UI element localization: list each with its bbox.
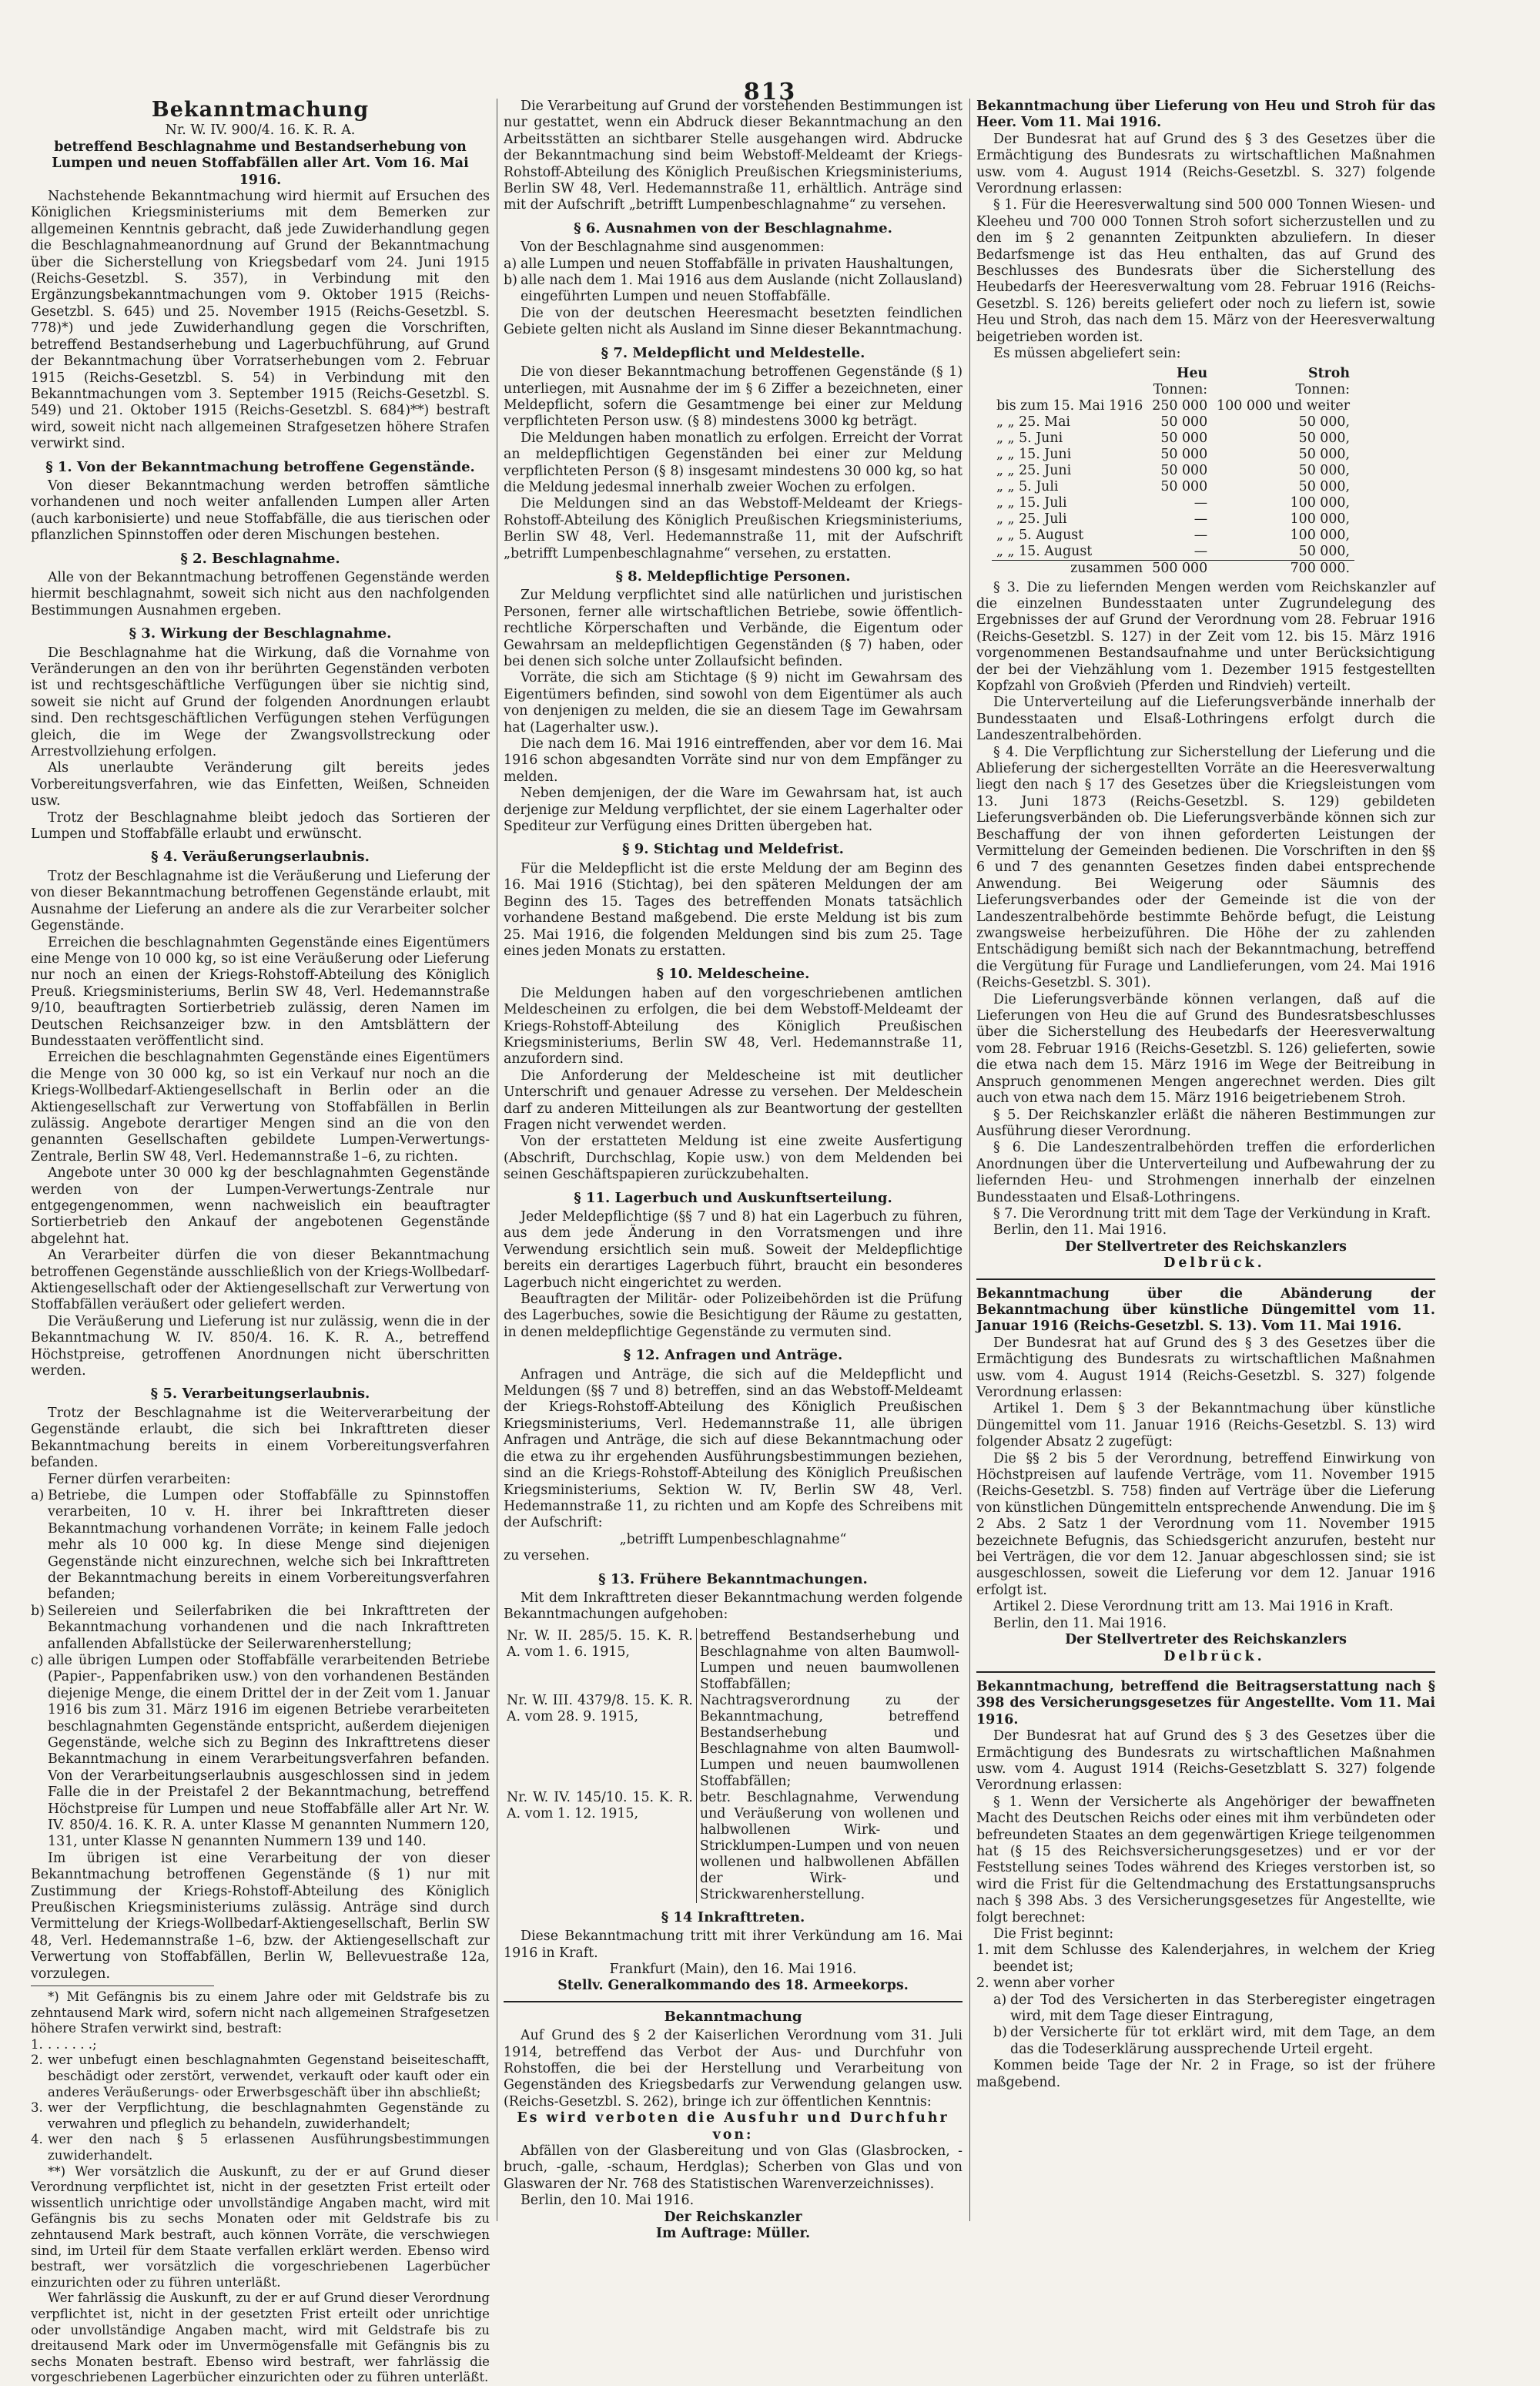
- table-row: [992, 511, 1354, 528]
- table-cell: 250 000: [1152, 397, 1208, 414]
- table-cell: 50 000,: [1298, 478, 1351, 494]
- enumeration: [31, 2037, 490, 2164]
- footnotes: [31, 1989, 490, 2386]
- section-text: Der Bundesrat hat auf Grund des § 3 des Gesetzes über die Ermächtigung des Bundesrats zu wirtschaftlichen Maßnahmen usw. vom 4. August 1914 (Reichs-Gesetzbl. S. 327) folgende Verordnung erlassen:: [976, 131, 1435, 197]
- table-cell: „ „ 5. Juni: [996, 430, 1063, 446]
- section-heading: § 7. Meldepflicht und Meldestelle.: [601, 344, 865, 361]
- table-row: [504, 1790, 962, 1903]
- list-item: 4. wer den nach § 5 erlassenen Ausführungsbestimmungen zuwiderhandelt.: [31, 2132, 490, 2163]
- section-text: Erreichen die beschlagnahmten Gegenstände eines Eigentümers die Menge von 30 000 kg, so ist ein Verkauf nur noch an die Kriegs-Wollbedarf-Aktiengesellschaft in Berlin oder an die Aktiengesellschaft zur Verwertung von Stoffabfällen in Berlin zulässig. Angebote derartiger Mengen sind an die von den genannten Gesellschaften gebildete Lumpen-Verwertungs-Zentrale, Berlin SW 48, Verl. Hedemannstraße 1–6, zu richten.: [31, 1050, 490, 1165]
- section-text: Die Frist beginnt:: [993, 1926, 1114, 1942]
- table-cell: 50 000,: [1298, 462, 1351, 478]
- section-text: Trotz der Beschlagnahme ist die Veräußerung und Lieferung der von dieser Bekanntmachung betroffenen Gegenstände erlaubt, mit Ausnahme der Lieferung an andere als die zur Verarbeiter solcher Gegenstände.: [31, 868, 490, 934]
- table-cell: 100 000 und weiter: [1217, 397, 1351, 414]
- notice-intro: Nachstehende Bekanntmachung wird hiermit auf Ersuchen des Königlichen Kriegsministeriums mit dem Bemerken zur allgemeinen Kenntnis gebracht, daß jede Zuwiderhandlung gegen die Beschlagnahmeanordnung auf Grund der Bekanntmachung über die Sicherstellung von Kriegsbedarf vom 24. Juni 1915 (Reichs-Gesetzbl. S. 357), in Verbindung mit den Ergänzungsbekanntmachungen vom 9. Oktober 1915 (Reichs-Gesetzbl. S. 645) und 25. November 1915 (Reichs-Gesetzbl. S. 778)*) und jede Zuwiderhandlung gegen die Vorschriften, betreffend Bestandserhebung und Lagerbuchführung, auf Grund der Bekanntmachung über Vorratserhebungen vom 2. Februar 1915 (Reichs-Gesetzbl. S. 54) in Verbindung mit den Bekanntmachungen vom 3. September 1915 (Reichs-Gesetzbl. S. 549) und 21. Oktober 1915 (Reichs-Gesetzbl. S. 684)**) bestraft wird, soweit nicht nach allgemeinen Strafgesetzen höhere Strafen verwirkt sind.: [31, 189, 490, 452]
- table-row: [504, 1628, 962, 1693]
- section-text: Der Bundesrat hat auf Grund des § 3 des Gesetzes über die Ermächtigung des Bundesrats zu wirtschaftlichen Maßnahmen usw. vom 4. August 1914 (Reichs-Gesetzbl. S. 327) folgende Verordnung erlassen:: [976, 1335, 1435, 1400]
- section-text: Mit dem Inkrafttreten dieser Bekanntmachung werden folgende Bekanntmachungen aufgehoben:: [504, 1590, 962, 1623]
- repealed-notices-table: [504, 1628, 962, 1903]
- list-item: b) alle nach dem 1. Mai 1916 aus dem Auslande (nicht Zollausland) eingeführten Lumpen und neuen Stoffabfälle.: [504, 273, 962, 305]
- table-cell: 50 000,: [1298, 430, 1351, 446]
- table-cell: 50 000,: [1298, 414, 1351, 430]
- section-heading: § 6. Ausnahmen von der Beschlagnahme.: [574, 219, 892, 236]
- section-text: Beauftragten der Militär- oder Polizeibehörden ist die Prüfung des Lagerbuches, sowie die Besichtigung der Räume zu gestatten, in denen meldepflichtige Gegenstände zu vermuten sind.: [504, 1292, 962, 1340]
- table-cell: 50 000: [1160, 462, 1208, 478]
- section-text: Zur Meldung verpflichtet sind alle natürlichen und juristischen Personen, ferner alle wirtschaftlichen Betriebe, sowie öffentlich-rechtliche Körperschaften und Verbände, die Eigentum oder Gewahrsam an meldepflichtigen Gegenständen (§ 7) haben, oder bei denen sich solche unter Zollaufsicht befinden.: [504, 588, 962, 669]
- column-middle: [504, 99, 962, 2242]
- section-text: Von der erstatteten Meldung ist eine zweite Ausfertigung (Abschrift, Durchschlag, Kopie usw.) von dem Meldenden bei seinen Geschäftspapieren zurückzubehalten.: [504, 1134, 962, 1183]
- signature: Der Stellvertreter des Reichskanzlers: [1065, 1238, 1347, 1255]
- section-text: Es wird verboten die Ausfuhr und Durchfuhr von:: [517, 2110, 949, 2143]
- section-text: Abfällen von der Glasbereitung und von Glas (Glasbrocken, -bruch, -galle, -schaum, Herdglas); Scherben von Glas und von Glaswaren der Nr. 768 des Statistischen Warenverzeichnisses).: [504, 2143, 962, 2192]
- section-heading: § 2. Beschlagnahme.: [180, 550, 340, 567]
- column-divider: [969, 99, 970, 2221]
- table-row: [992, 463, 1354, 479]
- list-item: a) Betriebe, die Lumpen oder Stoffabfälle zu Spinnstoffen verarbeiten, 10 v. H. ihrer bei Inkrafttreten dieser Bekanntmachung vorhandenen Vorräte; in keinem Falle jedoch mehr als 10 000 kg. In diese Menge sind diejenigen Gegenstände nicht einzurechnen, welche sich bei Inkrafttreten der Bekanntmachung bereits in einem Vorbereitungsverfahren befanden;: [31, 1487, 490, 1603]
- section-heading: § 4. Veräußerungserlaubnis.: [151, 849, 370, 866]
- section-text: § 1. Wenn der Versicherte als Angehöriger der bewaffneten Macht des Deutschen Reichs oder eines mit ihm verbündeten oder befreundeten Staates an dem gegenwärtigen Kriege teilgenommen hat (§ 15 des Reichsversicherungsgesetzes) und er vor der Feststellung seines Todes während des Krieges verstorben ist, so wird die Frist für die Geltendmachung des Erstattungsanspruchs nach § 398 Abs. 3 des Versicherungsgesetzes für Angestellte, wie folgt berechnet:: [976, 1794, 1435, 1925]
- list-item: a) alle Lumpen und neuen Stoffabfälle in privaten Haushaltungen,: [504, 256, 954, 272]
- section-text: Die von der deutschen Heeresmacht besetzten feindlichen Gebiete gelten nicht als Ausland im Sinne dieser Bekanntmachung.: [504, 305, 962, 338]
- sub-enumeration: [976, 1992, 1435, 2059]
- section-text: § 6. Die Landeszentralbehörden treffen die erforderlichen Anordnungen über die Unterverteilung und Aufbewahrung der zu liefernden Heu- und Strohmengen innerhalb der einzelnen Bundesstaaten und Elsaß-Lothringens.: [976, 1140, 1435, 1205]
- notice-subtitle: betreffend Beschlagnahme und Bestandserhebung von Lumpen und neuen Stoffabfällen aller Art. Vom 16. Mai 1916.: [52, 139, 469, 188]
- section-text: Die Meldungen haben auf den vorgeschriebenen amtlichen Meldescheinen zu erfolgen, die bei dem Webstoff-Meldeamt der Kriegs-Rohstoff-Abteilung des Königlich Preußischen Kriegsministeriums, Berlin SW 48, Verl. Hedemannstraße 11, anzufordern sind.: [504, 985, 962, 1067]
- table-cell: „ „ 5. August: [996, 527, 1084, 543]
- section-heading: § 14 Inkrafttreten.: [661, 1908, 805, 1925]
- section-text: Die Meldungen sind an das Webstoff-Meldeamt der Kriegs-Rohstoff-Abteilung des Königlich Preußischen Kriegsministeriums, Berlin SW 48, Verl. Hedemannstraße 11, mit der Aufschrift „betrifft Lumpenbeschlagnahme“ versehen, zu erstatten.: [504, 496, 962, 561]
- section-text: Ferner dürfen verarbeiten:: [48, 1471, 231, 1487]
- notice-separator: [976, 1671, 1435, 1673]
- table-cell: „ „ 5. Juli: [996, 478, 1059, 494]
- enumeration: [504, 256, 962, 306]
- section-text: Die §§ 2 bis 5 der Verordnung, betreffend Einwirkung von Höchstpreisen auf laufende Verträge, vom 11. November 1915 (Reichs-Gesetzbl. S. 758) finden auf Verträge über die Lieferung von künstlichen Düngemitteln entsprechende Anwendung. Die im § 2 Abs. 2 Satz 1 der Verordnung vom 11. November 1915 bezeichnete Befugnis, das Schiedsgericht anzurufen, besteht nur bei Verträgen, die vor dem 12. Januar abgeschlossen sind; sie ist ausgeschlossen, soweit die Lieferung vor dem 12. Januar 1916 erfolgt ist.: [976, 1450, 1435, 1598]
- section-text: Für die Meldepflicht ist die erste Meldung der am Beginn des 16. Mai 1916 (Stichtag), bei den späteren Meldungen der am Beginn des 15. Tages des betreffenden Monats tatsächlich vorhandene Bestand maßgebend. Die erste Meldung ist bis zum 25. Mai 1916, die folgenden Meldungen sind bis zum 25. Tage eines jeden Monats zu erstatten.: [504, 860, 962, 959]
- signature-name: Delbrück.: [1163, 1255, 1265, 1272]
- footnote: *) Mit Gefängnis bis zu einem Jahre oder mit Geldstrafe bis zu zehntausend Mark wird, sofern nicht nach allgemeinen Strafgesetzen höhere Strafen verwirkt sind, bestraft:: [31, 1989, 490, 2036]
- section-text: Jeder Meldepflichtige (§§ 7 und 8) hat ein Lagerbuch zu führen, aus dem jede Änderung in den Vorratsmengen und ihre Verwendung ersichtlich sein muß. Soweit der Meldepflichtige bereits ein derartiges Lagerbuch führt, braucht ein besonderes Lagerbuch nicht eingerichtet zu werden.: [504, 1209, 962, 1291]
- section-heading: § 5. Verarbeitungserlaubnis.: [150, 1386, 370, 1402]
- list-item: 1. . . . . . .;: [31, 2036, 97, 2052]
- table-cell: „ „ 25. Mai: [996, 414, 1070, 430]
- list-item: 2. wer unbefugt einen beschlagnahmten Gegenstand beiseiteschafft, beschädigt oder zerstört, verwendet, verkauft oder kauft oder ein anderes Veräußerungs- oder Erwerbsgeschäft über ihn abschließt;: [31, 2053, 490, 2099]
- table-cell: —: [1194, 527, 1208, 543]
- table-cell: 500 000: [1147, 560, 1212, 577]
- table-row: [992, 495, 1354, 511]
- table-cell: zusammen: [992, 560, 1147, 577]
- table-cell: 100 000,: [1290, 527, 1351, 543]
- footnote: **) Wer vorsätzlich die Auskunft, zu der er auf Grund dieser Verordnung verpflichtet ist, nicht in der gesetzten Frist erteilt oder wissentlich unrichtige oder unvollständige Angaben macht, wird mit Gefängnis bis zu sechs Monaten oder mit Geldstrafe bis zu zehntausend Mark bestraft, auch können Vorräte, die verschwiegen sind, im Urteil für dem Staate verfallen erklärt werden. Ebenso wird bestraft, wer vorsätzlich die vorgeschriebenen Lagerbücher einzurichten oder zu führen unterläßt.: [31, 2163, 490, 2290]
- section-text: Es müssen abgeliefert sein:: [993, 346, 1181, 362]
- section-heading: § 13. Frühere Bekanntmachungen.: [598, 1570, 868, 1587]
- section-text: Im übrigen ist eine Verarbeitung der von dieser Bekanntmachung betroffenen Gegenstände (§ 1) nur mit Zustimmung der Kriegs-Rohstoff-Abteilung des Königlich Preußischen Kriegsministeriums zulässig. Anträge sind durch Vermittelung der Kriegs-Wollbedarf-Aktiengesellschaft, Berlin SW 48, Verl. Hedemannstraße 1–6, bzw. der Aktiengesellschaft zur Verwertung von Stoffabfällen, Berlin W, Bellevuestraße 12a, vorzulegen.: [31, 1850, 490, 1982]
- table-cell: —: [1194, 511, 1208, 527]
- section-text: zu versehen.: [504, 1548, 590, 1564]
- table-header: [992, 382, 1354, 398]
- place-date: Berlin, den 10. Mai 1916.: [521, 2193, 695, 2209]
- table-row: [992, 528, 1354, 544]
- section-text: An Verarbeiter dürfen die von dieser Bekanntmachung betroffenen Gegenstände ausschließlich von der Kriegs-Wollbedarf-Aktiengesellschaft oder der Aktiengesellschaft zur Verwertung von Stoffabfällen veräußert oder geliefert werden.: [31, 1248, 490, 1313]
- table-cell: „ „ 25. Juni: [996, 462, 1072, 478]
- table-cell: „ „ 15. Juni: [996, 446, 1072, 462]
- section-text: § 1. Für die Heeresverwaltung sind 500 000 Tonnen Wiesen- und Kleeheu und 700 000 Tonnen Stroh sofort sicherzustellen und zu den im § 2 genannten Zeitpunkten abzuliefern. In dieser Bedarfsmenge ist das Heu enthalten, das auf Grund des Beschlusses des Bundesrats über die Sicherstellung des Heubedarfs der Heeresverwaltung vom 28. Februar 1916 (Reichs-Gesetzbl. S. 126) bereits geliefert oder noch zu liefern ist, sowie Heu und Stroh, das nach dem 15. März von der Heeresverwaltung beigetrieben worden ist.: [976, 197, 1435, 345]
- section-text: Artikel 1. Dem § 3 der Bekanntmachung über künstliche Düngemittel vom 11. Januar 1916 (Reichs-Gesetzbl. S. 13) wird folgender Absatz 2 zugefügt:: [976, 1401, 1435, 1450]
- section-heading: § 3. Wirkung der Beschlagnahme.: [129, 625, 392, 642]
- footnote: Wer fahrlässig die Auskunft, zu der er auf Grund dieser Verordnung verpflichtet ist, nicht in der gesetzten Frist erteilt oder unrichtige oder unvollständige Angaben macht, wird mit Geldstrafe bis zu dreitausend Mark oder im Unvermögensfalle mit Gefängnis bis zu sechs Monaten bestraft. Ebenso wird bestraft, wer fahrlässig die vorgeschriebenen Lagerbücher einzurichten oder zu führen unterläßt.: [31, 2290, 490, 2385]
- signature-name: Delbrück.: [1163, 1648, 1265, 1664]
- section-text: Die Unterverteilung auf die Lieferungsverbände innerhalb der Bundesstaaten und Elsaß-Lothringens erfolgt durch die Landeszentralbehörden.: [976, 695, 1435, 744]
- signature: Der Stellvertreter des Reichskanzlers: [1065, 1632, 1347, 1648]
- section-text: Neben demjenigen, der die Ware im Gewahrsam hat, ist auch derjenige zur Meldung verpflichtet, der sie einem Lagerhalter oder Spediteur zur Verfügung eines Dritten übergeben hat.: [504, 786, 962, 835]
- table-row: [992, 447, 1354, 463]
- table-cell: 100 000,: [1290, 494, 1351, 511]
- section-text: Die Beschlagnahme hat die Wirkung, daß die Vornahme von Veränderungen an den von ihr berührten Gegenständen verboten ist und rechtsgeschäftliche Verfügungen über sie nichtig sind, soweit sie nicht auf Grund der folgenden Anordnungen erlaubt sind. Den rechtsgeschäftlichen Verfügungen stehen Verfügungen gleich, die im Wege der Zwangsvollstreckung oder Arrestvollziehung erfolgen.: [31, 645, 490, 760]
- table-cell: —: [1194, 543, 1208, 559]
- notice-title: Bekanntmachung, betreffend die Beitragserstattung nach § 398 des Versicherungsgesetzes für Angestellte. Vom 11. Mai 1916.: [976, 1678, 1435, 1728]
- column-header: Heu: [1177, 365, 1208, 381]
- section-text: Die Meldungen haben monatlich zu erfolgen. Erreicht der Vorrat an meldepflichtigen Gegenständen bei einer zur Meldung verpflichteten Person (§ 8) insgesamt mindestens 30 000 kg, so hat die Meldung jedesmal innerhalb zweier Wochen zu erfolgen.: [504, 430, 962, 495]
- notice-title: Bekanntmachung: [664, 2008, 802, 2025]
- column-unit: Tonnen:: [1295, 381, 1351, 397]
- notice-ref: Nr. W. IV. 900/4. 16. K. R. A.: [165, 122, 356, 139]
- column-header: Stroh: [1308, 365, 1351, 381]
- section-text: § 4. Die Verpflichtung zur Sicherstellung der Lieferung und die Ablieferung der sichergestellten Vorräte an die Heeresverwaltung liegt den nach § 17 des Gesetzes über die Kriegsleistungen vom 13. Juni 1873 (Reichs-Gesetzbl. S. 129) gebildeten Lieferungsverbänden ob. Die Lieferungsverbände können sich zur Beschaffung der von ihnen geforderten Leistungen der Vermittelung der Gemeinden bedienen. Die Vorschriften in den §§ 6 und 7 des genannten Gesetzes finden dabei entsprechende Anwendung. Bei Weigerung oder Säumnis des Lieferungsverbandes oder der Gemeinde ist die von der Landeszentralbehörde bestimmte Behörde befugt, die Leistung zwangsweise herbeizuführen. Die Höhe der zu zahlenden Entschädigung bemißt sich nach der Bekanntmachung, betreffend die Vergütung für Furage und Landlieferungen, vom 24. Mai 1916 (Reichs-Gesetzbl. S. 301).: [976, 744, 1435, 991]
- table-row: [992, 431, 1354, 447]
- section-text: Die von dieser Bekanntmachung betroffenen Gegenstände (§ 1) unterliegen, mit Ausnahme der im § 6 Ziffer a bezeichneten, einer Meldepflicht, sofern die Gesamtmenge bei einer zur Meldung verpflichteten Person usw. (§ 8) mindestens 3000 kg beträgt.: [504, 364, 962, 430]
- section-text: Als unerlaubte Veränderung gilt bereits jedes Vorbereitungsverfahren, wie das Einfetten, Weißen, Schneiden usw.: [31, 760, 490, 809]
- list-item: b) Seilereien und Seilerfabriken die bei Inkrafttreten der Bekanntmachung vorhandenen und die nach Inkrafttreten anfallenden Abfallstücke der Seilerwarenherstellung;: [31, 1603, 490, 1652]
- table-row: [504, 1693, 962, 1790]
- table-cell: „ „ 25. Juli: [996, 511, 1067, 527]
- table-row: [992, 479, 1354, 495]
- table-cell: 50 000: [1160, 414, 1208, 430]
- table-cell: 50 000,: [1298, 446, 1351, 462]
- section-text: Anfragen und Anträge, die sich auf die Meldepflicht und Meldungen (§§ 7 und 8) betreffen, sind an das Webstoff-Meldeamt der Kriegs-Rohstoff-Abteilung des Königlich Preußischen Kriegsministeriums, Verl. Hedemannstraße 11, alle übrigen Anfragen und Anträge, die sich auf diese Bekanntmachung oder die etwa zu ihr ergehenden Ausführungsbestimmungen beziehen, sind an die Kriegs-Rohstoff-Abteilung des Königlich Preußischen Kriegsministeriums, Sektion W. IV, Berlin SW 48, Verl. Hedemannstraße 11, zu richten und am Kopfe des Schreibens mit der Aufschrift:: [504, 1366, 962, 1531]
- table-cell: 100 000,: [1290, 511, 1351, 527]
- place-date: Berlin, den 11. Mai 1916.: [993, 1222, 1167, 1238]
- column-unit: Tonnen:: [1153, 381, 1208, 397]
- table-cell: „ „ 15. Juli: [996, 494, 1067, 511]
- table-cell: 50 000: [1160, 446, 1208, 462]
- notice-title: Bekanntmachung: [151, 98, 370, 122]
- table-cell: Nr. W. II. 285/5. 15. K. R. A. vom 1. 6. 1915,: [507, 1627, 693, 1660]
- place-date: Frankfurt (Main), den 16. Mai 1916.: [609, 1961, 857, 1977]
- section-text: § 7. Die Verordnung tritt mit dem Tage der Verkündung in Kraft.: [993, 1205, 1431, 1221]
- section-text: Auf Grund des § 2 der Kaiserlichen Verordnung vom 31. Juli 1914, betreffend das Verbot der Aus- und Durchfuhr von Rohstoffen, die bei der Herstellung und Verarbeitung von Gegenständen des Kriegsbedarfs zur Verwendung gelangen usw. (Reichs-Gesetzbl. S. 262), bringe ich zur öffentlichen Kenntnis:: [504, 2028, 962, 2110]
- list-item: b) der Versicherte für tot erklärt wird, mit dem Tage, an dem das die Todeserklärung aussprechende Urteil ergeht.: [993, 2025, 1435, 2057]
- section-heading: § 9. Stichtag und Meldefrist.: [622, 841, 844, 858]
- table-cell: Nr. W. IV. 145/10. 15. K. R. A. vom 1. 12. 1915,: [507, 1789, 693, 1821]
- signature: Der Reichskanzler: [664, 2209, 802, 2225]
- list-item: 3. wer der Verpflichtung, die beschlagnahmten Gegenstände zu verwahren und pfleglich zu behandeln, zuwiderhandelt;: [31, 2100, 490, 2131]
- section-text: Diese Bekanntmachung tritt mit ihrer Verkündung am 16. Mai 1916 in Kraft.: [504, 1929, 962, 1961]
- delivery-schedule-table: [992, 366, 1354, 577]
- table-row: [992, 544, 1354, 561]
- section-text: Der Bundesrat hat auf Grund des § 3 des Gesetzes über die Ermächtigung des Bundesrats zu wirtschaftlichen Maßnahmen usw. vom 4. August 1914 (Reichs-Gesetzblatt S. 327) folgende Verordnung erlassen:: [976, 1728, 1435, 1794]
- section-text: Die Anforderung der Meldescheine ist mit deutlicher Unterschrift und genauer Adresse zu versehen. Der Meldeschein darf zu anderen Mitteilungen als zur Beantwortung der gestellten Fragen nicht verwendet werden.: [504, 1067, 962, 1133]
- notice-title: Bekanntmachung über Lieferung von Heu und Stroh für das Heer. Vom 11. Mai 1916.: [976, 99, 1435, 131]
- section-heading: § 1. Von der Bekanntmachung betroffene Gegenstände.: [45, 458, 475, 475]
- section-text: Die Veräußerung und Lieferung ist nur zulässig, wenn die in der Bekanntmachung W. IV. 850/4. 16. K. R. A., betreffend Höchstpreise, getroffenen Anordnungen nicht überschritten werden.: [31, 1313, 490, 1379]
- table-cell: Nr. W. III. 4379/8. 15. K. R. A. vom 28. 9. 1915,: [507, 1692, 693, 1724]
- place-date: Berlin, den 11. Mai 1916.: [993, 1615, 1167, 1631]
- column-left: [31, 98, 490, 2385]
- section-text: Die Lieferungsverbände können verlangen, daß auf die Lieferungen von Heu die auf Grund des Bundesratsbeschlusses über die Sicherstellung des Heubedarfs der Heeresverwaltung vom 28. Februar 1916 (Reichs-Gesetzbl. S. 126) gelieferten, sowie die etwa nach dem 15. März 1916 im Wege der Beitreibung in Anspruch genommenen Mengen angerechnet werden. Dies gilt auch von etwa nach dem 15. März 1916 beigetriebenem Stroh.: [976, 991, 1435, 1107]
- section-text: Von der Beschlagnahme sind ausgenommen:: [521, 240, 825, 256]
- list-item: c) alle übrigen Lumpen oder Stoffabfälle verarbeitenden Betriebe (Papier-, Pappenfabriken usw.) von den vorhandenen Beständen diejenige Menge, die einem Drittel der in der Zeit vom 1. Januar 1916 bis zum 31. März 1916 im eigenen Betriebe verarbeiteten beschlagnahmten Gegenstände entspricht, außerdem diejenigen Gegenstände, welche sich zu Beginn des Inkrafttretens dieser Bekanntmachung in einem Verarbeitungsverfahren befanden. Von der Verarbeitungserlaubnis ausgeschlossen sind in jedem Falle die in der Preistafel 2 der Bekanntmachung, betreffend Höchstpreise für Lumpen und neue Stoffabfälle aller Art Nr. W. IV. 850/4. 16. K. R. A. unter Klasse M genannten Nummern 120, 131, unter Klasse N genannten Nummern 139 und 140.: [31, 1652, 490, 1850]
- table-cell: Nachtragsverordnung zu der Bekanntmachung, betreffend Bestandserhebung und Beschlagnahme von alten Baumwoll-Lumpen und neuen baumwollenen Stoffabfällen;: [696, 1693, 962, 1790]
- quoted-subject: „betrifft Lumpenbeschlagnahme“: [619, 1531, 847, 1547]
- section-text: Angebote unter 30 000 kg der beschlagnahmten Gegenstände werden von der Lumpen-Verwertungs-Zentrale nur entgegengenommen, wenn nachweislich ein beauftragter Sortierbetrieb den Ankauf der angebotenen Gegenstände abgelehnt hat.: [31, 1165, 490, 1247]
- enumeration: [976, 1942, 1435, 2058]
- table-cell: 700 000.: [1212, 560, 1354, 577]
- section-text: § 5. Der Reichskanzler erläßt die näheren Bestimmungen zur Ausführung dieser Verordnung.: [976, 1107, 1435, 1139]
- section-text: Von dieser Bekanntmachung werden betroffen sämtliche vorhandenen und noch weiter anfallenden Lumpen aller Arten (auch karbonisierte) und neue Stoffabfälle, die aus tierischen oder pflanzlichen Spinnstoffen oder deren Mischungen bestehen.: [31, 478, 490, 544]
- notice-separator: [976, 1278, 1435, 1280]
- table-total-row: [992, 560, 1354, 577]
- section-heading: § 12. Anfragen und Anträge.: [623, 1347, 843, 1364]
- signature: Im Auftrage: Müller.: [655, 2226, 811, 2242]
- list-item: 2. wenn aber vorher: [976, 1975, 1115, 1992]
- table-row: [992, 398, 1354, 414]
- section-text: Erreichen die beschlagnahmten Gegenstände eines Eigentümers eine Menge von 10 000 kg, so ist eine Veräußerung oder Lieferung nur noch an einen der Kriegs-Rohstoff-Abteilung des Königlich Preuß. Kriegsministeriums, Berlin SW 48, Verl. Hedemannstraße 9/10, beauftragten Sortierbetrieb zulässig, deren Namen im Deutschen Reichsanzeiger bzw. in den Amtsblättern der Bundesstaaten veröffentlicht sind.: [31, 934, 490, 1049]
- section-heading: § 11. Lagerbuch und Auskunftserteilung.: [574, 1189, 892, 1206]
- table-cell: betr. Beschlagnahme, Verwendung und Veräußerung von wollenen und halbwollenen Wirk- und Stricklumpen-Lumpen und von neuen wollenen und halbwollenen Abfällen der Wirk- und Strickwarenherstellung.: [696, 1790, 962, 1903]
- table-cell: 50 000,: [1298, 543, 1351, 559]
- table-cell: 50 000: [1160, 430, 1208, 446]
- table-cell: 50 000: [1160, 478, 1208, 494]
- section-heading: § 8. Meldepflichtige Personen.: [615, 568, 851, 585]
- table-row: [992, 414, 1354, 431]
- section-text: Artikel 2. Diese Verordnung tritt am 13. Mai 1916 in Kraft.: [993, 1599, 1394, 1615]
- page-number: 813: [743, 79, 797, 106]
- list-item: a) der Tod des Versicherten in das Sterberegister eingetragen wird, mit dem Tage dieser Eintragung,: [993, 1992, 1435, 2025]
- section-text: Alle von der Bekanntmachung betroffenen Gegenstände werden hiermit beschlagnahmt, soweit sich nicht aus den nachfolgenden Bestimmungen Ausnahmen ergeben.: [31, 569, 490, 618]
- notice-separator: [504, 2001, 962, 2002]
- column-right: [976, 99, 1435, 2229]
- enumeration: [31, 1488, 490, 1851]
- table-cell: betreffend Bestandserhebung und Beschlagnahme von alten Baumwoll-Lumpen und neuen baumwollenen Stoffabfällen;: [696, 1628, 962, 1693]
- section-text: § 3. Die zu liefernden Mengen werden vom Reichskanzler auf die einzelnen Bundesstaaten unter Zugrundelegung des Ergebnisses der auf Grund der Verordnung vom 28. Februar 1916 (Reichs-Gesetzbl. S. 127) in der Zeit vom 12. bis 15. März 1916 vorgenommenen Bestandsaufnahme und unter Berücksichtigung der bei der Viehzählung vom 1. Dezember 1915 festgestellten Kopfzahl von Großvieh (Pferden und Rindvieh) verteilt.: [976, 579, 1435, 694]
- table-cell: —: [1194, 494, 1208, 511]
- table-cell: „ „ 15. August: [996, 543, 1093, 559]
- table-cell: bis zum 15. Mai 1916: [996, 397, 1143, 414]
- table-header: [992, 366, 1354, 382]
- section-text: Die nach dem 16. Mai 1916 eintreffenden, aber vor dem 16. Mai 1916 schon abgesandten Vorräte sind nur von dem Empfänger zu melden.: [504, 736, 962, 785]
- section-text: Vorräte, die sich am Stichtage (§ 9) nicht im Gewahrsam des Eigentümers befinden, sind sowohl von dem Eigentümer als auch von denjenigen zu melden, die sie an diesem Tage im Gewahrsam hat (Lagerhalter usw.).: [504, 670, 962, 736]
- section-text: Die Verarbeitung auf Grund der vorstehenden Bestimmungen ist nur gestattet, wenn ein Abdruck dieser Bekanntmachung an den Arbeitsstätten an sichtbarer Stelle ausgehangen wird. Abdrucke der Bekanntmachung sind beim Webstoff-Meldeamt der Kriegs-Rohstoff-Abteilung des Königlich Preußischen Kriegsministeriums, Berlin SW 48, Verl. Hedemannstraße 11, erhältlich. Anträge sind mit der Aufschrift „betrifft Lumpenbeschlagnahme“ zu versehen.: [504, 99, 962, 213]
- section-text: Trotz der Beschlagnahme bleibt jedoch das Sortieren der Lumpen und Stoffabfälle erlaubt und erwünscht.: [31, 809, 490, 843]
- section-text: Kommen beide Tage der Nr. 2 in Frage, so ist der frühere maßgebend.: [976, 2058, 1435, 2090]
- section-text: Trotz der Beschlagnahme ist die Weiterverarbeitung der Gegenstände erlaubt, die sich bei Inkrafttreten dieser Bekanntmachung bereits in einem Vorbereitungsverfahren befanden.: [31, 1405, 490, 1471]
- section-heading: § 10. Meldescheine.: [656, 966, 810, 983]
- signature: Stellv. Generalkommando des 18. Armeekorps.: [557, 1978, 909, 1994]
- notice-title: Bekanntmachung über die Abänderung der Bekanntmachung über künstliche Düngemittel vom 11. Januar 1916 (Reichs-Gesetzbl. S. 13). Vom 11. Mai 1916.: [976, 1285, 1435, 1335]
- list-item: 1. mit dem Schlusse des Kalenderjahres, in welchem der Krieg beendet ist;: [976, 1942, 1435, 1975]
